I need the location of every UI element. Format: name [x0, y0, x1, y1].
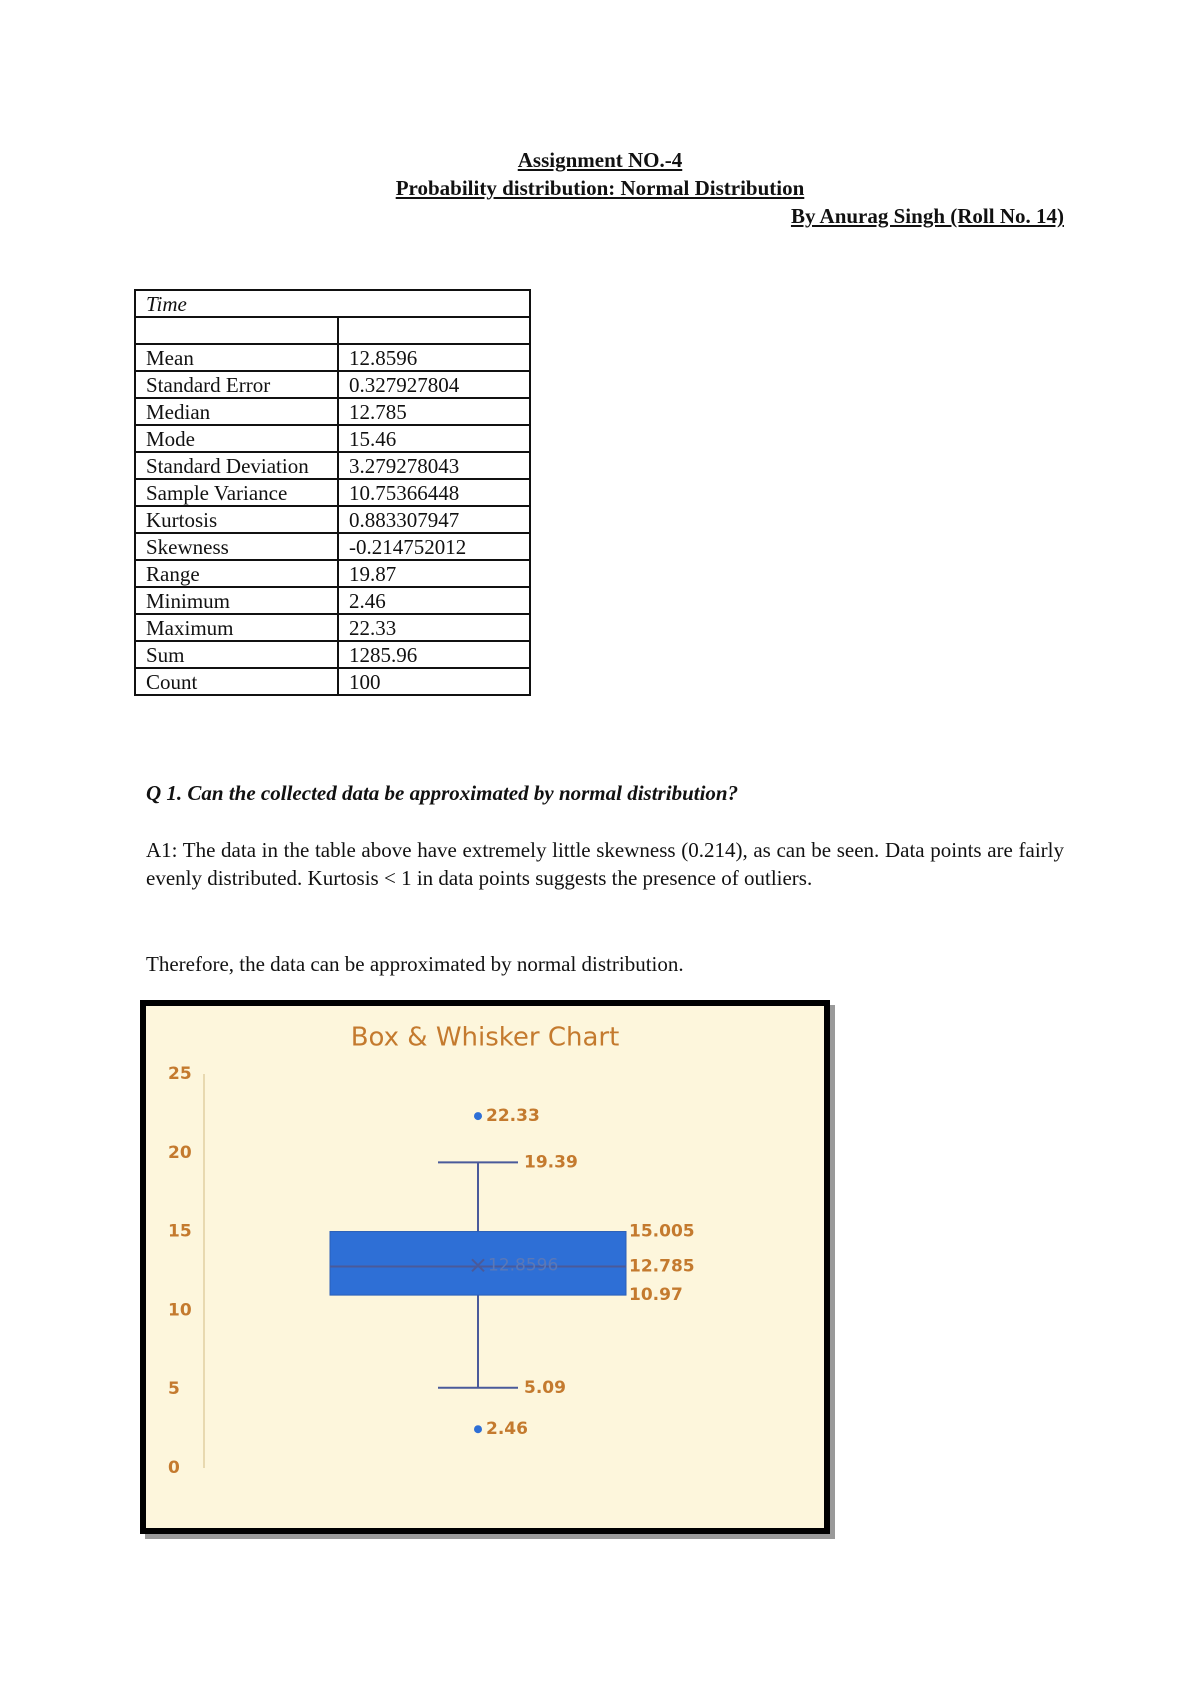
- stat-value: 12.785: [338, 398, 530, 425]
- table-row: [135, 398, 530, 425]
- whisker-high-label: 19.39: [524, 1152, 578, 1173]
- outlier-label: 22.33: [486, 1106, 540, 1127]
- y-tick-label: 25: [168, 1064, 192, 1084]
- y-tick-label: 10: [168, 1300, 192, 1321]
- stat-label: Maximum: [135, 614, 338, 641]
- table-blank-row: [135, 317, 530, 344]
- outlier-point: [474, 1425, 482, 1433]
- table-header-time: Time: [135, 290, 530, 317]
- table-row: [135, 425, 530, 452]
- whisker-low-label: 5.09: [524, 1377, 566, 1398]
- stat-label: Sample Variance: [135, 479, 338, 506]
- stat-label: Count: [135, 668, 338, 695]
- stat-label: Sum: [135, 641, 338, 668]
- stat-value: 19.87: [338, 560, 530, 587]
- outlier-point: [474, 1112, 482, 1120]
- stat-value: 100: [338, 668, 530, 695]
- table-row: [135, 560, 530, 587]
- stat-value: 2.46: [338, 587, 530, 614]
- stat-label: Range: [135, 560, 338, 587]
- blank-cell: [135, 317, 338, 344]
- outlier-label: 2.46: [486, 1419, 528, 1440]
- answer-1-paragraph: A1: The data in the table above have extremely little skewness (0.214), as can be seen. Data points are fairly evenly distributed. Kurtosis < 1 in data points suggests the presence of outliers.: [146, 838, 1064, 890]
- table-row: [135, 506, 530, 533]
- chart-title: Box & Whisker Chart: [350, 1022, 620, 1053]
- y-tick-label: 15: [168, 1221, 192, 1242]
- stat-value: 15.46: [338, 425, 530, 452]
- q3-label: 15.005: [629, 1221, 695, 1242]
- table-row: [135, 452, 530, 479]
- y-tick-label: 0: [168, 1458, 180, 1478]
- stat-label: Mode: [135, 425, 338, 452]
- assignment-subtitle: Probability distribution: Normal Distribution: [395, 176, 805, 200]
- stat-label: Kurtosis: [135, 506, 338, 533]
- table-row: [135, 641, 530, 668]
- table-row: [135, 668, 530, 695]
- table-row: [135, 479, 530, 506]
- question-1: Q 1. Can the collected data be approximated by normal distribution?: [146, 781, 739, 805]
- stat-label: Skewness: [135, 533, 338, 560]
- stat-value: -0.214752012: [338, 533, 530, 560]
- stat-value: 0.327927804: [338, 371, 530, 398]
- y-tick-label: 20: [168, 1142, 192, 1163]
- stat-label: Median: [135, 398, 338, 425]
- assignment-title: Assignment NO.-4: [517, 148, 683, 172]
- descriptive-stats-table: [134, 289, 531, 696]
- box-whisker-chart: [140, 1000, 830, 1534]
- stat-label: Mean: [135, 344, 338, 371]
- chart-svg: [146, 1006, 824, 1528]
- stat-value: 1285.96: [338, 641, 530, 668]
- table-row: [135, 614, 530, 641]
- blank-cell: [338, 317, 530, 344]
- iqr-box: [330, 1232, 626, 1296]
- stat-value: 10.75366448: [338, 479, 530, 506]
- stat-value: 12.8596: [338, 344, 530, 371]
- y-tick-label: 5: [168, 1379, 180, 1400]
- stat-value: 22.33: [338, 614, 530, 641]
- stat-value: 3.279278043: [338, 452, 530, 479]
- table-row: [135, 533, 530, 560]
- median-label: 12.785: [629, 1256, 695, 1277]
- stat-label: Standard Error: [135, 371, 338, 398]
- stat-value: 0.883307947: [338, 506, 530, 533]
- table-row: [135, 371, 530, 398]
- author-line: By Anurag Singh (Roll No. 14): [790, 204, 1064, 228]
- q1-label: 10.97: [629, 1285, 683, 1306]
- table-row: [135, 344, 530, 371]
- stat-label: Minimum: [135, 587, 338, 614]
- stat-label: Standard Deviation: [135, 452, 338, 479]
- mean-label: 12.8596: [488, 1255, 559, 1276]
- table-header-row: [135, 290, 530, 317]
- answer-1-conclusion: Therefore, the data can be approximated by normal distribution.: [146, 952, 684, 976]
- table-row: [135, 587, 530, 614]
